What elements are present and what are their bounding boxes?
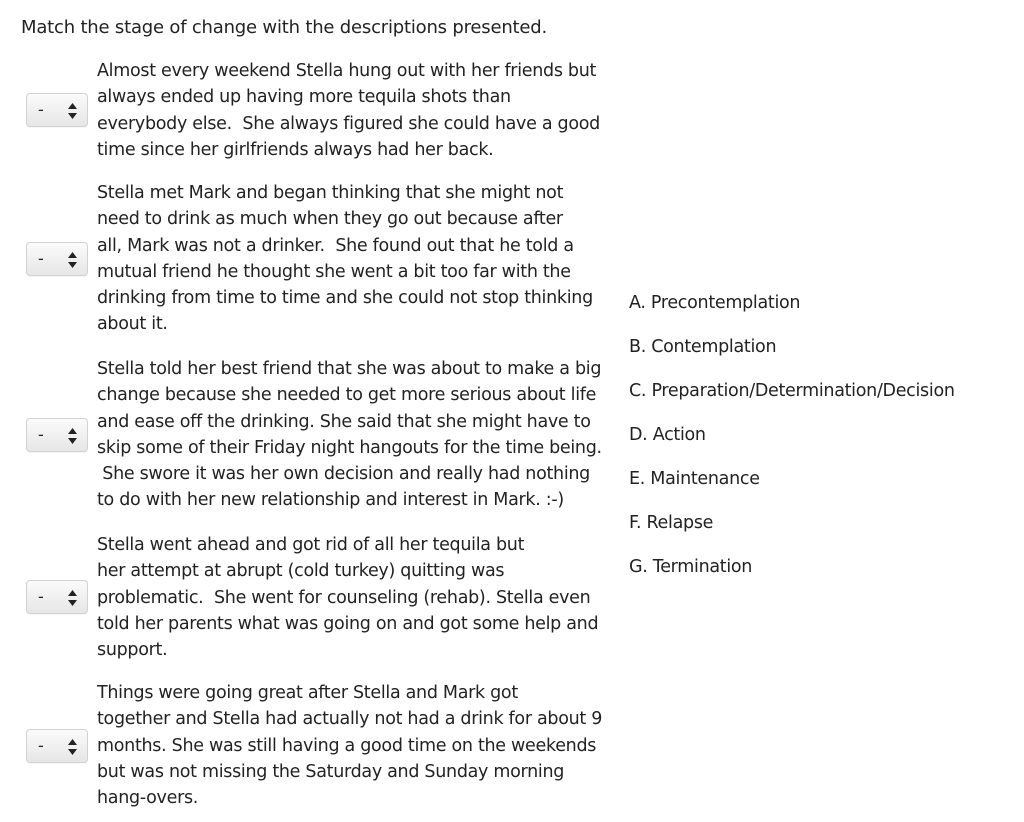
description-1: Almost every weekend Stella hung out with her friends but always ended up having more tequila shots than everybody else. She always figured she could have a good time since her girlfriends always had her back. xyxy=(97,61,600,160)
select-value: - xyxy=(38,249,44,268)
select-value: - xyxy=(38,587,44,606)
up-down-chevron-icon xyxy=(68,739,77,755)
stage-select-2[interactable] xyxy=(26,242,88,276)
select-value: - xyxy=(38,425,44,444)
stage-select-5[interactable] xyxy=(26,729,88,763)
description-3: Stella told her best friend that she was about to make a big change because she needed to get more serious about life and ease off the drinking. She said that she might have to skip some of their Friday night hangouts for the time being. She swore it was her own decision and really had nothing to do with her new relationship and interest in Mark. :-) xyxy=(97,359,602,511)
up-down-chevron-icon xyxy=(68,590,77,606)
choice-maintenance: E. Maintenance xyxy=(629,469,760,489)
up-down-chevron-icon xyxy=(68,103,77,119)
select-value: - xyxy=(38,736,44,755)
stage-select-1[interactable] xyxy=(26,93,88,127)
choice-preparation: C. Preparation/Determination/Decision xyxy=(629,381,955,401)
description-2: Stella met Mark and began thinking that she might not need to drink as much when they go out because after all, Mark was not a drinker. She found out that he told a mutual friend he thought she went a bit too far with the drinking from time to time and she could not stop thinking about it. xyxy=(97,183,593,335)
choice-relapse: F. Relapse xyxy=(629,513,714,533)
select-value: - xyxy=(38,100,44,119)
stage-select-3[interactable] xyxy=(26,418,88,452)
stage-select-4[interactable] xyxy=(26,580,88,614)
up-down-chevron-icon xyxy=(68,252,77,268)
choice-precontemplation: A. Precontemplation xyxy=(629,293,801,313)
choice-termination: G. Termination xyxy=(629,557,753,577)
instruction-text: Match the stage of change with the descriptions presented. xyxy=(21,17,548,38)
description-5: Things were going great after Stella and Mark got together and Stella had actually not had a drink for about 9 months. She was still having a good time on the weekends but was not missing the Saturday and Sunday morning hang-overs. xyxy=(97,683,603,809)
choice-action: D. Action xyxy=(629,425,706,445)
up-down-chevron-icon xyxy=(68,428,77,444)
description-4: Stella went ahead and got rid of all her tequila but her attempt at abrupt (cold turkey) quitting was problematic. She went for counseling (rehab). Stella even told her parents what was going on and got some help and support. xyxy=(97,535,599,661)
choice-contemplation: B. Contemplation xyxy=(629,337,777,357)
